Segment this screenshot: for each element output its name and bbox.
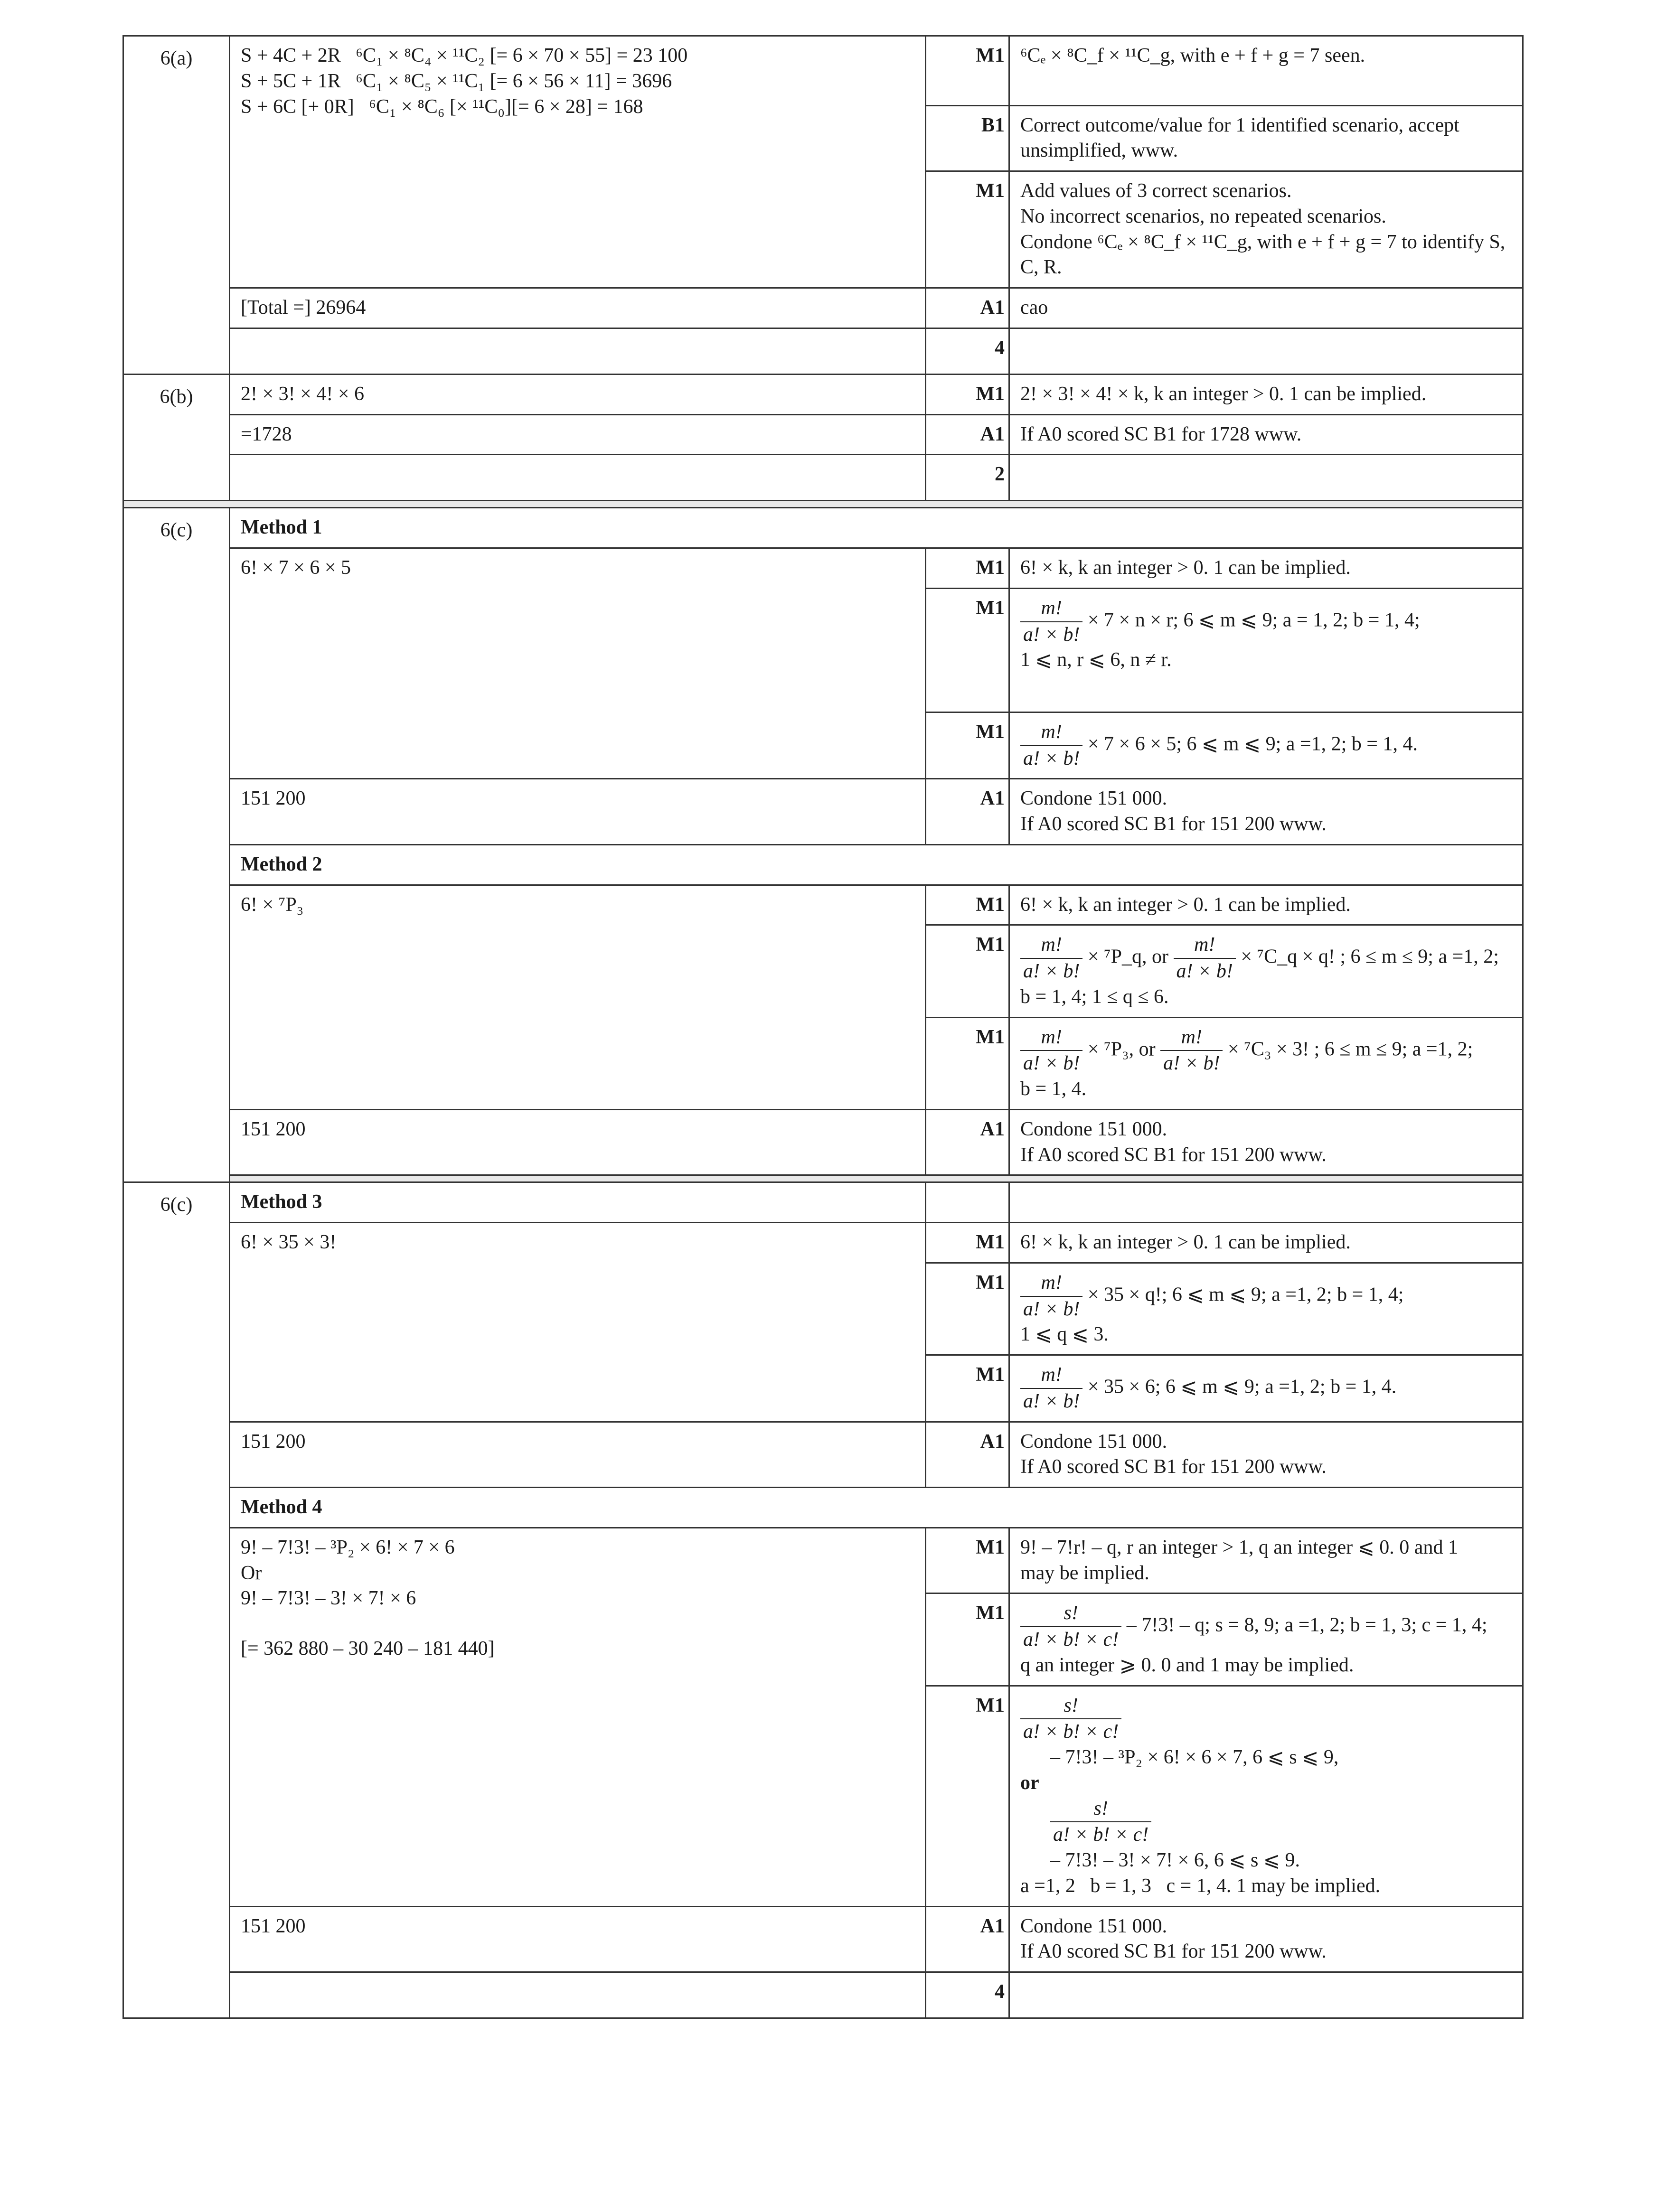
mark-code: M1 [926, 1017, 1009, 1109]
table-row [123, 1972, 1523, 2018]
mark-code: M1 [926, 1593, 1009, 1686]
mark-code: M1 [926, 171, 1009, 288]
guidance-cell: $\frac{m!}{a! \times b!}$ × 7 × n × r; 6 ⩽ m ⩽ 9; a = 1, 2; b = 1, 4; 1 ⩽ n, r ⩽ 6, n ≠ r. [1009, 588, 1523, 712]
guidance-cell: ⁶Cₑ × ⁸C_f × ¹¹C_g, with e + f + g = 7 seen. [1009, 36, 1523, 106]
table-row [123, 328, 1523, 374]
table-row [123, 288, 1523, 328]
mark-code: A1 [926, 779, 1009, 845]
fraction: $\frac{m!}{a! \times b!}$ [1174, 932, 1236, 984]
total-marks: 4 [926, 1972, 1009, 2018]
guidance-cell: 6! × k, k an integer > 0. 1 can be implied. [1009, 885, 1523, 925]
answer-cell: 6! × ⁷P₃ [230, 885, 926, 1109]
fraction: $\frac{m!}{a! \times b!}$ [1020, 1270, 1082, 1322]
mark-code: B1 [926, 105, 1009, 171]
guidance-cell: Condone 151 000. If A0 scored SC B1 for 151 200 www. [1009, 1906, 1523, 1972]
mark-scheme-table [122, 35, 1524, 2019]
mark-code: M1 [926, 885, 1009, 925]
table-row [123, 36, 1523, 106]
table-row [123, 1906, 1523, 1972]
total-marks: 2 [926, 455, 1009, 501]
mark-code: A1 [926, 414, 1009, 455]
section-divider [123, 1175, 1523, 1182]
mark-code: M1 [926, 36, 1009, 106]
answer-cell: [Total =] 26964 [230, 288, 926, 328]
mark-code: M1 [926, 1223, 1009, 1263]
guidance-cell: Correct outcome/value for 1 identified scenario, accept unsimplified, www. [1009, 105, 1523, 171]
mark-code: M1 [926, 1528, 1009, 1593]
answer-cell: 6! × 7 × 6 × 5 [230, 548, 926, 779]
guidance-cell: $\frac{m!}{a! \times b!}$ × 7 × 6 × 5; 6 ⩽ m ⩽ 9; a =1, 2; b = 1, 4. [1009, 712, 1523, 779]
question-number: 6(c) [123, 1182, 230, 2018]
total-marks: 4 [926, 328, 1009, 374]
method-heading: Method 3 [230, 1182, 926, 1223]
table-row [123, 885, 1523, 925]
answer-cell: 151 200 [230, 1422, 926, 1488]
fraction: $\frac{s!}{a! \times b! \times c!}$ [1020, 1693, 1121, 1745]
table-row [123, 844, 1523, 885]
answer-cell: 6! × 35 × 3! [230, 1223, 926, 1422]
fraction: $\frac{s!}{a! \times b! \times c!}$ [1020, 1601, 1121, 1653]
mark-code: M1 [926, 374, 1009, 414]
table-row [123, 779, 1523, 845]
mark-code: M1 [926, 1686, 1009, 1906]
answer-cell: =1728 [230, 414, 926, 455]
mark-code: A1 [926, 1422, 1009, 1488]
guidance-cell: $\frac{m!}{a! \times b!}$ × 35 × 6; 6 ⩽ m ⩽ 9; a =1, 2; b = 1, 4. [1009, 1355, 1523, 1422]
guidance-cell: Condone 151 000. If A0 scored SC B1 for 151 200 www. [1009, 1422, 1523, 1488]
mark-code: M1 [926, 712, 1009, 779]
mark-code: A1 [926, 288, 1009, 328]
section-divider [123, 501, 1523, 508]
guidance-cell: Condone 151 000. If A0 scored SC B1 for 151 200 www. [1009, 1109, 1523, 1175]
guidance-cell: 2! × 3! × 4! × k, k an integer > 0. 1 can be implied. [1009, 374, 1523, 414]
guidance-cell: Condone 151 000. If A0 scored SC B1 for 151 200 www. [1009, 779, 1523, 845]
mark-code: M1 [926, 1263, 1009, 1355]
guidance-cell: 6! × k, k an integer > 0. 1 can be implied. [1009, 548, 1523, 589]
guidance-cell: If A0 scored SC B1 for 1728 www. [1009, 414, 1523, 455]
table-row [123, 1488, 1523, 1528]
answer-cell [230, 36, 926, 288]
fraction: $\frac{m!}{a! \times b!}$ [1020, 596, 1082, 648]
answer-cell: 2! × 3! × 4! × 6 [230, 374, 926, 414]
table-row [123, 548, 1523, 589]
guidance-cell: $\frac{m!}{a! \times b!}$ × 35 × q!; 6 ⩽ m ⩽ 9; a =1, 2; b = 1, 4; 1 ⩽ q ⩽ 3. [1009, 1263, 1523, 1355]
table-row [123, 1109, 1523, 1175]
fraction: $\frac{m!}{a! \times b!}$ [1020, 1362, 1082, 1415]
table-row [123, 455, 1523, 501]
answer-line: S + 5C + 1R ⁶C₁ × ⁸C₅ × ¹¹C₁ [= 6 × 56 × 11] = 3696 [241, 70, 672, 92]
mark-code: M1 [926, 548, 1009, 589]
guidance-cell: $\frac{s!}{a! \times b! \times c!}$ – 7!3! – ³P₂ × 6! × 6 × 7, 6 ⩽ s ⩽ 9, or $\frac{s!}{a! \times b! \times c!}$ – 7!3! – 3! × 7! × 6, 6 ⩽ s ⩽ 9. a =1, 2 b = 1, 3 c = 1, 4. 1 may be implied. [1009, 1686, 1523, 1906]
answer-cell: 151 200 [230, 1906, 926, 1972]
answer-cell: 9! – 7!3! – ³P₂ × 6! × 7 × 6 Or 9! – 7!3! – 3! × 7! × 6 [= 362 880 – 30 240 – 181 440] [230, 1528, 926, 1906]
guidance-cell: 6! × k, k an integer > 0. 1 can be implied. [1009, 1223, 1523, 1263]
method-heading: Method 2 [230, 844, 1523, 885]
mark-code: M1 [926, 925, 1009, 1017]
table-row [123, 1528, 1523, 1593]
answer-cell: 151 200 [230, 779, 926, 845]
table-row [123, 1223, 1523, 1263]
answer-cell: 151 200 [230, 1109, 926, 1175]
mark-code: M1 [926, 588, 1009, 712]
question-number: 6(a) [123, 36, 230, 375]
fraction: $\frac{m!}{a! \times b!}$ [1020, 932, 1082, 984]
table-row [123, 374, 1523, 414]
question-number: 6(b) [123, 374, 230, 501]
fraction: $\frac{m!}{a! \times b!}$ [1020, 1025, 1082, 1077]
fraction: $\frac{m!}{a! \times b!}$ [1160, 1025, 1223, 1077]
mark-code: M1 [926, 1355, 1009, 1422]
table-row [123, 414, 1523, 455]
mark-code: A1 [926, 1109, 1009, 1175]
answer-line: S + 4C + 2R ⁶C₁ × ⁸C₄ × ¹¹C₂ [= 6 × 70 × 55] = 23 100 [241, 45, 688, 66]
guidance-cell: cao [1009, 288, 1523, 328]
question-number: 6(c) [123, 508, 230, 1182]
guidance-cell: Add values of 3 correct scenarios. No incorrect scenarios, no repeated scenarios. Condone ⁶Cₑ × ⁸C_f × ¹¹C_g, with e + f + g = 7 to identify S, C, R. [1009, 171, 1523, 288]
mark-code: A1 [926, 1906, 1009, 1972]
fraction: $\frac{s!}{a! \times b! \times c!}$ [1050, 1796, 1151, 1848]
guidance-cell: $\frac{m!}{a! \times b!}$ × ⁷P₃, or $\frac{m!}{a! \times b!}$ × ⁷C₃ × 3! ; 6 ≤ m ≤ 9; a =1, 2; b = 1, 4. [1009, 1017, 1523, 1109]
method-heading: Method 4 [230, 1488, 1523, 1528]
table-row [123, 508, 1523, 548]
fraction: $\frac{m!}{a! \times b!}$ [1020, 720, 1082, 772]
table-row [123, 1422, 1523, 1488]
answer-line: S + 6C [+ 0R] ⁶C₁ × ⁸C₆ [× ¹¹C₀][= 6 × 28] = 168 [241, 95, 643, 118]
guidance-cell: $\frac{s!}{a! \times b! \times c!}$ – 7!3! – q; s = 8, 9; a =1, 2; b = 1, 3; c = 1, 4; q an integer ⩾ 0. 0 and 1 may be implied. [1009, 1593, 1523, 1686]
method-heading: Method 1 [230, 508, 1523, 548]
guidance-cell: 9! – 7!r! – q, r an integer > 1, q an integer ⩽ 0. 0 and 1 may be implied. [1009, 1528, 1523, 1593]
table-row [123, 1182, 1523, 1223]
guidance-cell: $\frac{m!}{a! \times b!}$ × ⁷P_q, or $\frac{m!}{a! \times b!}$ × ⁷C_q × q! ; 6 ≤ m ≤ 9; a =1, 2; b = 1, 4; 1 ≤ q ≤ 6. [1009, 925, 1523, 1017]
